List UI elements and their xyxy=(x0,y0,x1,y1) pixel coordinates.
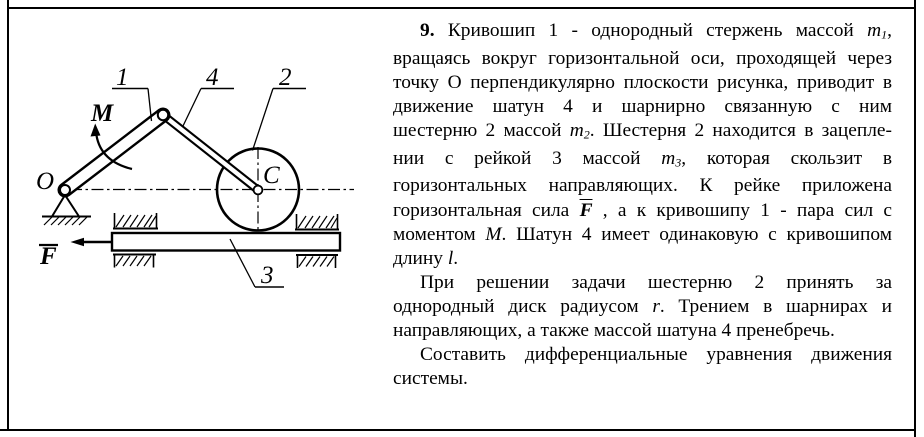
text-run: длину xyxy=(393,247,448,269)
text-line xyxy=(393,295,892,319)
text-run: системы. xyxy=(393,368,468,390)
text-line xyxy=(393,271,892,295)
crank-rod xyxy=(65,115,163,190)
text-line xyxy=(393,47,892,71)
label-gear xyxy=(253,89,307,151)
text-line xyxy=(393,199,892,223)
text-line xyxy=(393,147,892,175)
mechanism-figure xyxy=(0,0,380,437)
text-line xyxy=(393,367,892,391)
force-arrowhead-icon xyxy=(71,238,85,246)
text-run: направляющих, а также массой шатуна 4 пренебречь. xyxy=(393,320,835,342)
text-run: горизонтальных направляющих. К рейке приложена xyxy=(393,175,892,197)
text-run: При решении задачи шестерню 2 принять за xyxy=(420,271,892,293)
text-run: . xyxy=(453,247,459,269)
text-line xyxy=(393,119,892,147)
text-run: Кривошип 1 - однородный стержень массой xyxy=(434,20,868,41)
text-run: . Шатун 4 имеет одинаковую с кривошипом xyxy=(501,223,892,245)
text-run: . Трением в шарнирах и xyxy=(659,295,893,317)
text-line xyxy=(393,71,892,95)
crank-number-label: 1 xyxy=(116,64,129,91)
label-crank xyxy=(112,89,152,122)
text-run: 9. xyxy=(420,20,435,41)
text-run: m xyxy=(661,147,676,169)
text-line xyxy=(393,247,892,271)
text-run: m xyxy=(569,120,584,142)
guide-upper-right xyxy=(295,214,339,230)
text-run: m xyxy=(867,20,882,41)
text-run: шестерню 2 массой xyxy=(393,120,570,142)
text-run: 2 xyxy=(583,127,590,142)
text-line xyxy=(393,95,892,119)
text-run: движение шатун 4 и шарнирно связанную с ним xyxy=(393,95,892,117)
text-run: вращаясь вокруг горизонтальной оси, проходящей через xyxy=(393,47,892,69)
text-run: горизонтальная сила xyxy=(393,199,580,221)
text-run: 3 xyxy=(675,155,682,170)
ground-hatching xyxy=(44,217,87,225)
crank-rod-pin-joint xyxy=(158,110,168,120)
gear-number-label: 2 xyxy=(279,64,292,91)
text-run: $\overline{F}$ xyxy=(579,199,593,221)
problem-text xyxy=(393,19,892,391)
frame-right-border xyxy=(914,0,916,437)
force-arrow xyxy=(39,238,112,270)
guide-hatching xyxy=(299,257,334,267)
pivot-support xyxy=(42,195,91,225)
text-run: l xyxy=(447,247,454,269)
guide-upper-left xyxy=(113,213,158,229)
text-line xyxy=(393,19,892,47)
guide-lower-right xyxy=(296,255,338,268)
text-run: , xyxy=(887,20,892,41)
text-run: М xyxy=(485,223,502,245)
connecting-rod xyxy=(163,115,258,190)
guide-hatching xyxy=(116,215,156,227)
label-rod xyxy=(183,89,234,127)
guide-hatching xyxy=(298,216,337,228)
rack-number-label: 3 xyxy=(261,262,274,289)
text-run: . Шестерня 2 находится в зацепле- xyxy=(589,120,892,142)
text-run: r xyxy=(652,295,660,317)
text-run: моментом xyxy=(393,223,486,245)
guide-lower-left xyxy=(113,255,156,268)
text-run: однородный диск радиусом xyxy=(393,295,653,317)
text-run: 1 xyxy=(881,27,888,42)
text-line xyxy=(393,319,892,343)
text-run: , а к кривошипу 1 - пара сил с xyxy=(592,199,892,221)
gear-center-label: C xyxy=(263,162,280,189)
text-run: точку О перпендикулярно плоскости рисунка, приводит в xyxy=(393,71,892,93)
text-line xyxy=(393,223,892,247)
text-line xyxy=(393,343,892,367)
pivot-point-label: O xyxy=(36,168,55,195)
text-run: , которая скользит в xyxy=(681,147,892,169)
moment-label: M xyxy=(91,100,114,127)
gear-center-pin xyxy=(254,186,263,195)
rack-bar xyxy=(112,233,340,251)
text-run: Составить дифференциальные уравнения движения xyxy=(420,344,892,366)
text-run: нии с рейкой 3 массой xyxy=(393,147,662,169)
force-label: F xyxy=(40,243,57,270)
pivot-pin-joint xyxy=(60,185,70,195)
rod-number-label: 4 xyxy=(206,64,219,91)
text-line xyxy=(393,174,892,198)
guide-hatching xyxy=(116,256,151,266)
